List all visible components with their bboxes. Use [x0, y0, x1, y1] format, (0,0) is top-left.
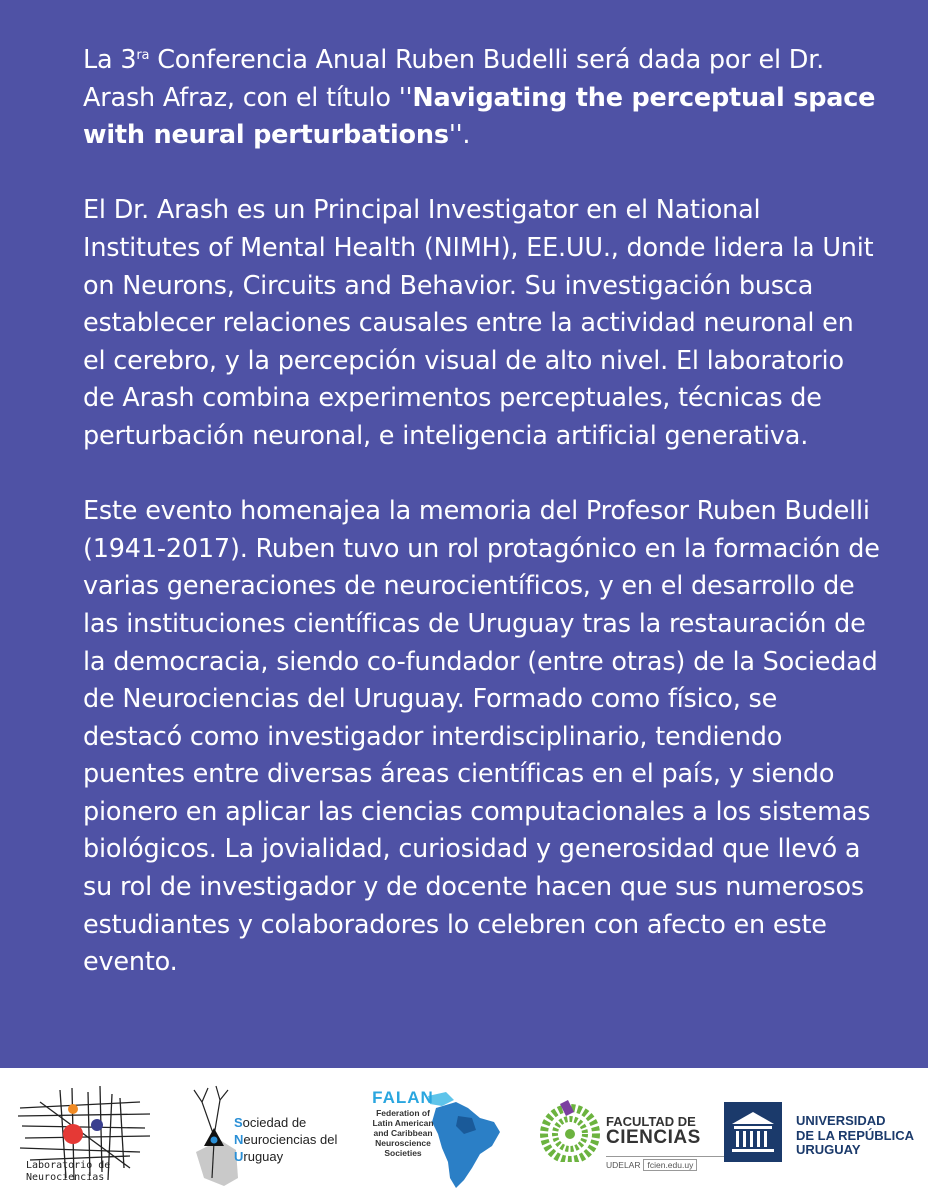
ciencias-emblem-icon — [538, 1098, 602, 1162]
falan-title: FALAN — [372, 1088, 434, 1107]
udelar-name: UNIVERSIDAD DE LA REPÚBLICA URUGUAY — [796, 1113, 914, 1157]
announcement-body — [83, 42, 883, 982]
snu-logo-text: Sociedad de Neurociencias del Uruguay — [234, 1115, 338, 1164]
falan-logo — [368, 1088, 518, 1194]
ordinal-suffix: ra — [136, 48, 150, 63]
university-building-icon — [724, 1102, 784, 1164]
lab-logo-text: Laboratorio de Neurociencias — [26, 1160, 111, 1183]
facultad-name: FACULTAD DE CIENCIAS — [606, 1114, 701, 1148]
sponsor-logos-footer — [0, 1068, 928, 1200]
facultad-ciencias-logo — [538, 1098, 713, 1178]
paragraph-speaker-bio: El Dr. Arash es un Principal Investigator en el National Institutes of Mental Health (NIMH), EE.UU., donde lidera la Unit on Neurons, Circuits and Behavior. Su investigación busca establecer relaciones causales entre la actividad neuronal en el cerebro, y la percepción visual de alto nivel. El laboratorio de Arash combina experimentos perceptuales, técnicas de perturbación neuronal, e inteligencia artificial generativa. — [83, 195, 874, 451]
paragraph-tribute: Este evento homenajea la memoria del Profesor Ruben Budelli (1941-2017). Ruben tuvo un rol protagónico en la formación de varias generaciones de neurocientíficos, y en el desarrollo de las instituciones científicas de Uruguay tras la restauración de la democracia, siendo co-fundador (entre otras) de la Sociedad de Neurociencias del Uruguay. Formado como físico, se destacó como investigador interdisciplinario, tendiendo puentes entre diversas áreas científicas en el país, y siendo pionero en aplicar las ciencias computacionales a los sistemas biológicos. La jovialidad, curiosidad y generosidad que llevó a su rol de investigador y de docente hacen que sus numerosos estudiantes y colaboradores lo celebren con afecto en este evento. — [83, 496, 880, 978]
falan-subtitle: Federation of Latin American and Caribbean Neuroscience Societies — [372, 1108, 434, 1158]
lab-neurociencias-logo — [0, 1068, 160, 1200]
talk-title: Navigating the perceptual space with neural perturbations — [83, 82, 876, 151]
udelar-logo — [724, 1102, 924, 1172]
neuron-icon — [190, 1082, 240, 1188]
snu-logo — [190, 1082, 360, 1192]
paragraph-intro: La $3^{ra}$ Conferencia Anual Ruben Budelli será dada por el Dr. Arash Afraz, con el título ''Navigating the perceptual space with neural perturbations''. — [83, 45, 876, 151]
facultad-subline: UDELAR fcien.edu.uy — [606, 1156, 726, 1171]
